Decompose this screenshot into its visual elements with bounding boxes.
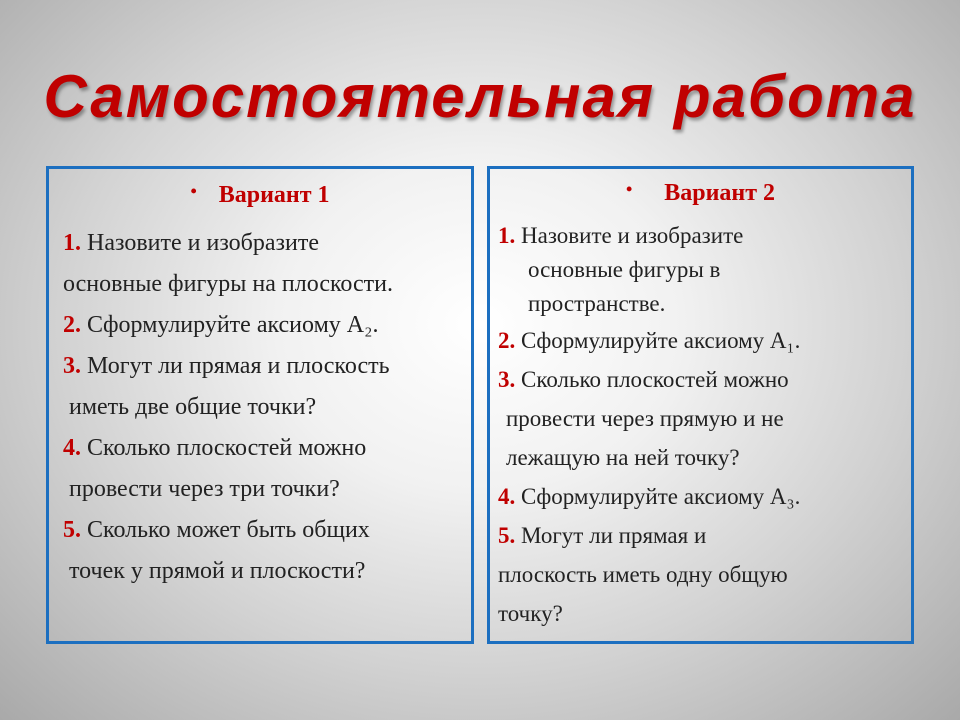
variant-1-question-2 — [57, 305, 463, 346]
question-text: лежащую на ней точку? — [506, 445, 740, 470]
variant-2-question-4 — [498, 477, 903, 516]
slide-title: Самостоятельная работа — [43, 63, 917, 130]
variant-1-panel — [46, 166, 474, 644]
variant-1-heading-row — [57, 181, 463, 209]
question-number: 1. — [63, 230, 81, 256]
question-number: 2. — [498, 328, 516, 353]
question-number: 4. — [498, 484, 516, 509]
variant-1-question-4 — [57, 428, 463, 510]
question-text: основные фигуры в — [528, 257, 721, 282]
variant-2-question-3 — [498, 360, 903, 477]
variant-1-question-3 — [57, 346, 463, 428]
question-text: Сформулируйте аксиому А₃. — [521, 484, 801, 509]
question-text: провести через прямую и не — [506, 406, 784, 431]
question-text: Сколько может быть общих — [87, 517, 370, 543]
question-text: Назовите и изобразите — [521, 223, 744, 248]
variant-2-question-5 — [498, 516, 903, 633]
question-number: 3. — [63, 353, 81, 379]
question-number: 5. — [63, 517, 81, 543]
question-text: пространстве. — [528, 291, 666, 316]
question-number: 2. — [63, 312, 81, 338]
variant-2-question-1 — [498, 219, 903, 321]
bullet-icon: • — [190, 181, 197, 201]
variant-1-question-1 — [57, 223, 463, 305]
variant-2-panel — [487, 166, 914, 644]
question-text: Могут ли прямая и плоскость — [87, 353, 390, 379]
question-text: Могут ли прямая и — [521, 523, 707, 548]
question-number: 3. — [498, 367, 516, 392]
variant-1-question-5 — [57, 510, 463, 592]
question-text: основные фигуры на плоскости. — [63, 271, 393, 297]
variant-1-heading: Вариант 1 — [218, 182, 330, 208]
bullet-icon: • — [625, 179, 633, 199]
question-text: точек у прямой и плоскости? — [69, 558, 366, 584]
question-text: иметь две общие точки? — [69, 394, 317, 420]
question-text: Сколько плоскостей можно — [87, 435, 367, 461]
variant-2-question-2 — [498, 321, 903, 360]
question-text: Назовите и изобразите — [87, 230, 319, 256]
variant-2-heading-row — [498, 179, 903, 207]
question-text: Сформулируйте аксиому А₁. — [521, 328, 801, 353]
question-text: провести через три точки? — [69, 476, 340, 502]
question-text: Сколько плоскостей можно — [521, 367, 789, 392]
question-text: плоскость иметь одну общую — [498, 562, 788, 587]
variant-2-heading: Вариант 2 — [664, 180, 776, 206]
question-text: точку? — [498, 601, 563, 626]
question-text: Сформулируйте аксиому А₂. — [87, 312, 379, 338]
question-number: 5. — [498, 523, 516, 548]
question-number: 1. — [498, 223, 516, 248]
question-number: 4. — [63, 435, 81, 461]
